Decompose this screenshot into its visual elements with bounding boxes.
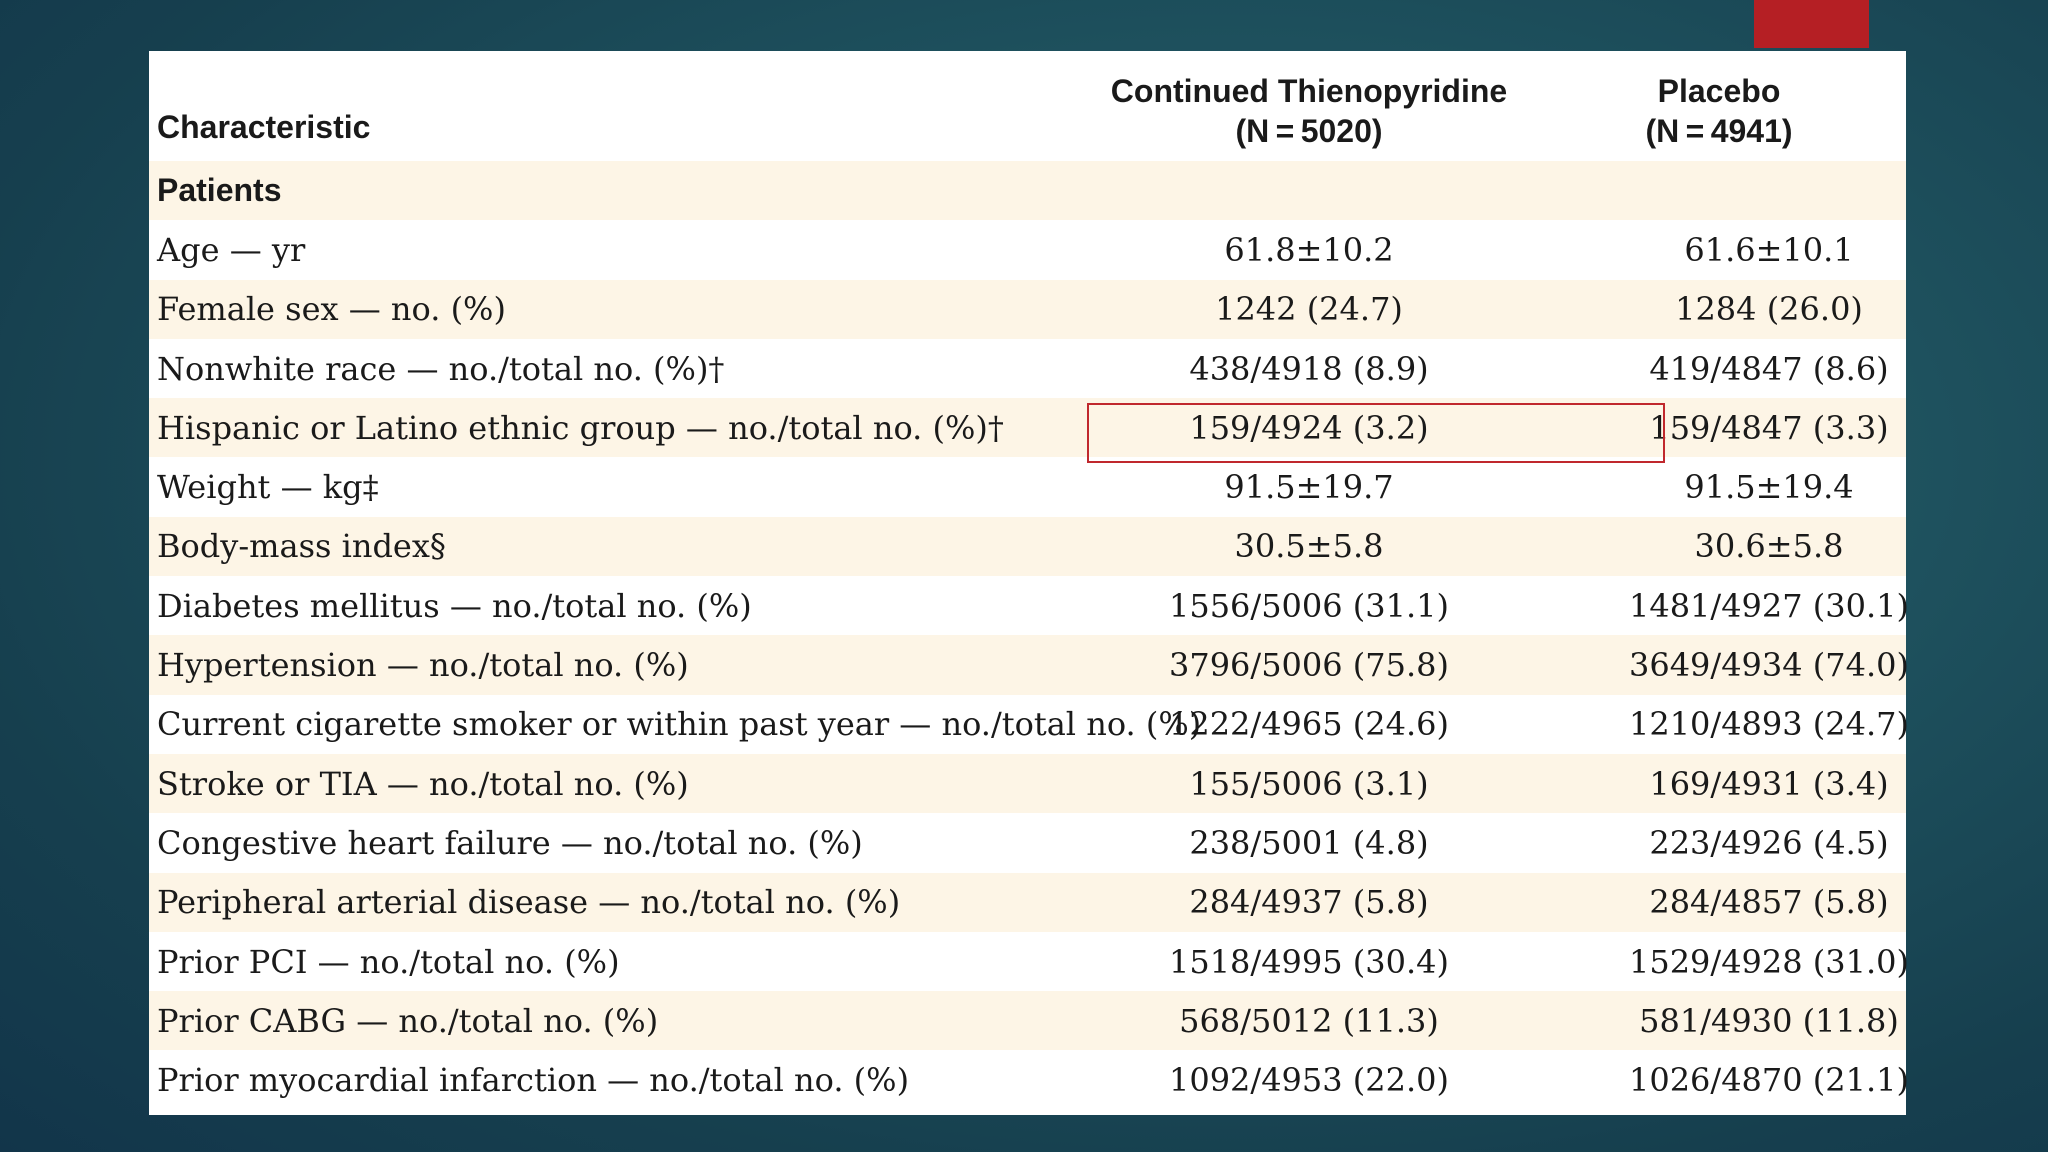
table-row [149,695,1910,754]
placebo-value: 284/4857 (5.8) [1649,883,1889,922]
table-row [149,754,1906,813]
placebo-value: 419/4847 (8.6) [1649,349,1889,388]
row-label: Hypertension — no./total no. (%) [157,646,689,685]
placebo-value: 1210/4893 (24.7) [1628,705,1910,744]
placebo-value [1589,161,1949,220]
table-row [149,873,1906,932]
placebo-value: 91.5±19.4 [1684,468,1854,507]
red-accent-tab [1754,0,1869,48]
thienopyridine-value: 1242 (24.7) [1215,290,1403,329]
thienopyridine-value: 1518/4995 (30.4) [1168,942,1450,981]
thienopyridine-value: 238/5001 (4.8) [1189,823,1429,862]
thienopyridine-value: 155/5006 (3.1) [1189,764,1429,803]
table-row [149,932,1910,991]
placebo-value: 61.6±10.1 [1684,230,1854,269]
row-label: Hispanic or Latino ethnic group — no./total no. (%)† [157,408,1004,447]
placebo-value: 581/4930 (11.8) [1639,1001,1899,1040]
thienopyridine-value: 91.5±19.7 [1224,468,1394,507]
thienopyridine-value: 1092/4953 (22.0) [1168,1061,1450,1100]
placebo-value: 1481/4927 (30.1) [1628,586,1910,625]
table-header [149,51,1906,161]
placebo-value: 1529/4928 (31.0) [1628,942,1910,981]
table-row [149,220,1906,279]
header-continued-thienopyridine [1099,71,1519,151]
table-row [149,517,1906,576]
header-placebo [1569,71,1869,151]
header-col1-n: (N = 5020) [1235,113,1383,149]
thienopyridine-value: 568/5012 (11.3) [1179,1001,1439,1040]
placebo-value: 1026/4870 (21.1) [1628,1061,1910,1100]
placebo-value: 30.6±5.8 [1694,527,1844,566]
thienopyridine-value: 438/4918 (8.9) [1189,349,1429,388]
thienopyridine-value: 30.5±5.8 [1234,527,1384,566]
thienopyridine-value: 284/4937 (5.8) [1189,883,1429,922]
row-label: Prior myocardial infarction — no./total no. (%) [157,1061,910,1100]
placebo-value: 169/4931 (3.4) [1649,764,1889,803]
row-label: Nonwhite race — no./total no. (%)† [157,349,725,388]
row-label: Peripheral arterial disease — no./total no. (%) [157,883,901,922]
header-col2-title: Placebo [1657,73,1781,109]
placebo-value: 159/4847 (3.3) [1649,408,1889,447]
table-row [149,576,1910,635]
row-label: Female sex — no. (%) [157,290,506,329]
table-row [149,339,1906,398]
table-body [149,161,1910,1110]
table-row [149,991,1906,1050]
thienopyridine-value: 1556/5006 (31.1) [1168,586,1450,625]
row-label: Body-mass index§ [157,527,446,566]
thienopyridine-value: 159/4924 (3.2) [1189,408,1429,447]
table-row [149,398,1906,457]
table-row [149,635,1910,694]
row-label: Weight — kg‡ [157,468,379,507]
header-col1-title: Continued Thienopyridine [1110,73,1508,109]
placebo-value: 1284 (26.0) [1675,290,1863,329]
row-label: Congestive heart failure — no./total no. (%) [157,823,863,862]
header-characteristic: Characteristic [157,109,371,145]
row-label: Diabetes mellitus — no./total no. (%) [157,586,752,625]
row-label: Prior CABG — no./total no. (%) [157,1001,659,1040]
table-row [149,280,1906,339]
thienopyridine-value: 61.8±10.2 [1224,230,1394,269]
row-label: Age — yr [157,230,306,269]
placebo-value: 3649/4934 (74.0) [1628,646,1910,685]
placebo-value: 223/4926 (4.5) [1649,823,1889,862]
thienopyridine-value: 3796/5006 (75.8) [1168,646,1450,685]
table-row [149,1050,1910,1109]
table-row [149,457,1906,516]
section-row-patients [149,161,1906,220]
thienopyridine-value [1149,161,1469,220]
header-col2-n: (N = 4941) [1645,113,1793,149]
thienopyridine-value: 1222/4965 (24.6) [1168,705,1450,744]
row-label: Prior PCI — no./total no. (%) [157,942,620,981]
row-label: Stroke or TIA — no./total no. (%) [157,764,689,803]
row-label: Current cigarette smoker or within past year — no./total no. (%) [157,705,1202,744]
baseline-characteristics-table [149,51,1910,1115]
table-row [149,813,1906,872]
row-label: Patients [157,172,282,209]
